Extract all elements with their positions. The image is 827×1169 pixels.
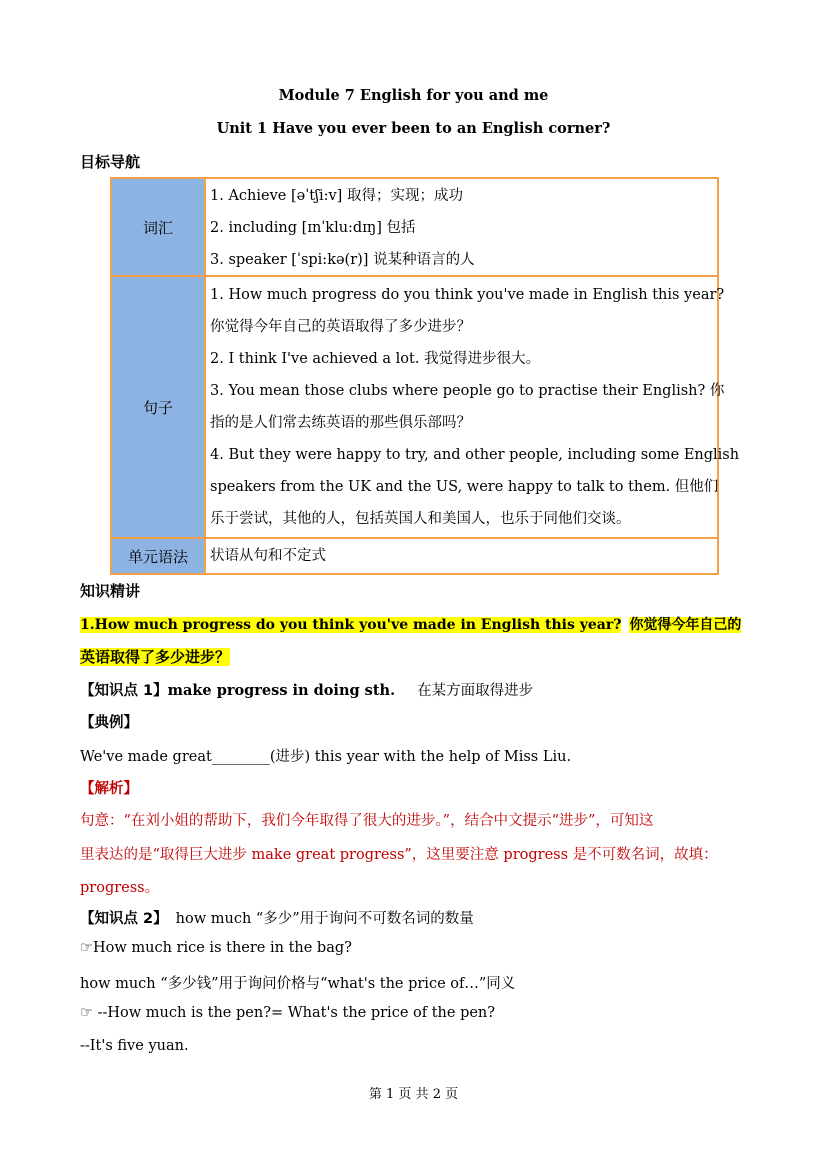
grammar-value (210, 540, 711, 572)
sentence-line: 指的是人们常去练英语的那些俱乐部吗？ (210, 415, 471, 431)
point1-sentence-en: 1.How much progress do you think you've made in English this year? (80, 617, 622, 633)
grammar-text: 状语从句和不定式 (210, 548, 326, 564)
page-number: 第 1 页 共 2 页 (368, 1087, 459, 1102)
grammar-row (110, 537, 719, 575)
kp1-meaning: 在某方面取得进步 (417, 683, 534, 699)
vocab-item: 2. including [ɪnˈklu:dɪŋ] 包括 (210, 220, 416, 236)
analysis-line: 句意：“在刘小姐的帮助下，我们今年取得了很大的进步。”，结合中文提示“进步”，可知这 (80, 813, 654, 829)
kp2-line (80, 907, 474, 928)
example-blank: ________ (211, 749, 270, 765)
example-part-a: We've made great (80, 749, 212, 765)
kp2-label: 【知识点 2】 (80, 911, 168, 927)
kp1-line (80, 679, 533, 700)
example-label: 【典例】 (80, 715, 138, 731)
kp1-label: 【知识点 1】 (80, 683, 168, 699)
vocab-item: 3. speaker [ˈspi:kə(r)] 说某种语言的人 (210, 252, 475, 268)
vocab-table (110, 177, 740, 575)
kp2-text: how much “多少”用于询问不可数名词的数量 (175, 911, 474, 927)
analysis-line: progress。 (80, 880, 160, 896)
sentence-row (110, 275, 740, 539)
point1-sentence (80, 614, 741, 634)
example-part-b: (进步) this year with the help of Miss Liu. (269, 749, 572, 765)
kp2-example: ☞How much rice is there in the bag? (80, 940, 352, 956)
grammar-label: 单元语法 (112, 539, 206, 573)
module-title: Module 7 English for you and me (278, 87, 549, 104)
point1-sentence-cn-a: 你觉得今年自己的 (629, 617, 742, 633)
unit-title: Unit 1 Have you ever been to an English corner? (216, 120, 611, 137)
sentence-line: 1. How much progress do you think you've made in English this year? (210, 287, 725, 303)
vocab-row (110, 177, 719, 277)
knowledge-heading: 知识精讲 (80, 582, 141, 600)
example-sentence (80, 745, 571, 766)
kp2-dialog-question: ☞ --How much is the pen?= What's the price of the pen? (80, 1005, 496, 1021)
point1-sentence-cn-b: 英语取得了多少进步？ (80, 648, 231, 666)
vocab-item: 1. Achieve [əˈtʃi:v] 取得；实现；成功 (210, 188, 463, 204)
kp1-phrase: make progress in doing sth. (167, 682, 396, 699)
analysis-label: 【解析】 (80, 781, 138, 797)
vocab-label: 词汇 (112, 179, 206, 275)
sentence-lines (210, 279, 740, 535)
sentence-line: 乐于尝试，其他的人，包括英国人和美国人，也乐于同他们交谈。 (210, 511, 631, 527)
sentence-line: 你觉得今年自己的英语取得了多少进步？ (210, 319, 471, 335)
kp2-dialog-answer: --It's five yuan. (80, 1038, 189, 1054)
kp2-note: how much “多少钱”用于询问价格与“what's the price of…”同义 (80, 976, 516, 992)
point1-sentence-cn (80, 646, 230, 667)
vocab-items (210, 180, 711, 276)
nav-heading: 目标导航 (80, 153, 141, 171)
sentence-line: 2. I think I've achieved a lot. 我觉得进步很大。 (210, 351, 541, 367)
sentence-line: speakers from the UK and the US, were happy to talk to them. 但他们 (210, 479, 719, 495)
sentence-label: 句子 (112, 277, 206, 537)
sentence-line: 3. You mean those clubs where people go to practise their English? 你 (210, 383, 725, 399)
sentence-line: 4. But they were happy to try, and other people, including some English (210, 447, 740, 463)
analysis-line: 里表达的是“取得巨大进步 make great progress”，这里要注意 progress 是不可数名词，故填： (80, 847, 718, 863)
